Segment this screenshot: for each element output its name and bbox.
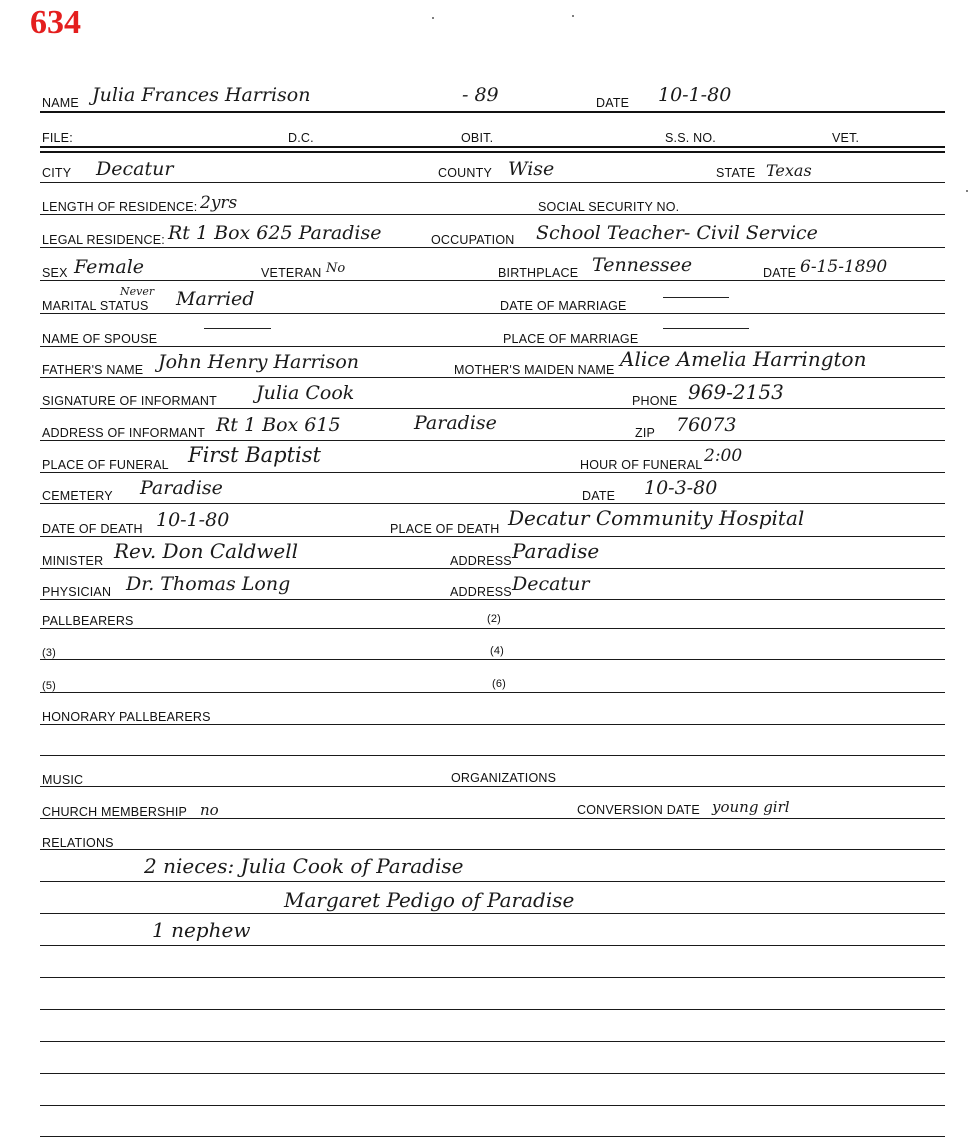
- fathers-name-value: John Henry Harrison: [158, 351, 360, 373]
- length-of-residence-label: LENGTH OF RESIDENCE:: [42, 200, 198, 214]
- rule: [40, 1073, 945, 1074]
- physician-address-value: Decatur: [512, 573, 590, 595]
- occupation-label: OCCUPATION: [431, 233, 515, 247]
- rule: [40, 503, 945, 504]
- ss-no-label: S.S. NO.: [665, 131, 716, 145]
- rule: [40, 599, 945, 600]
- rule: [40, 849, 945, 850]
- minister-address-label: ADDRESS: [450, 554, 512, 568]
- pallbearer-5-label: (5): [42, 680, 57, 692]
- veteran-value: No: [326, 261, 346, 276]
- church-membership-value: no: [200, 801, 219, 819]
- cemetery-label: CEMETERY: [42, 489, 113, 503]
- hour-of-funeral-label: HOUR OF FUNERAL: [580, 458, 703, 472]
- speck: [572, 15, 574, 17]
- signature-of-informant-label: SIGNATURE OF INFORMANT: [42, 394, 217, 408]
- rule: [40, 440, 945, 441]
- place-of-death-value: Decatur Community Hospital: [508, 506, 805, 530]
- rule: [40, 1136, 945, 1137]
- rule: [40, 786, 945, 787]
- pallbearer-3-label: (3): [42, 647, 57, 659]
- rule: [40, 182, 945, 183]
- marital-status-value: Married: [176, 288, 255, 310]
- place-of-death-label: PLACE OF DEATH: [390, 522, 500, 536]
- mothers-maiden-name-label: MOTHER'S MAIDEN NAME: [454, 363, 615, 377]
- state-label: STATE: [716, 166, 756, 180]
- minister-address-value: Paradise: [512, 539, 600, 563]
- date-value: 10-1-80: [658, 84, 732, 106]
- birthplace-label: BIRTHPLACE: [498, 266, 579, 280]
- phone-label: PHONE: [632, 394, 678, 408]
- zip-value: 76073: [676, 414, 737, 436]
- rule: [40, 945, 945, 946]
- physician-label: PHYSICIAN: [42, 585, 112, 599]
- cemetery-value: Paradise: [140, 477, 223, 499]
- legal-residence-value: Rt 1 Box 625 Paradise: [168, 222, 382, 244]
- conversion-date-value: young girl: [712, 798, 790, 816]
- rule: [40, 536, 945, 537]
- sex-value: Female: [74, 256, 145, 278]
- rule: [40, 111, 945, 113]
- rule: [40, 724, 945, 725]
- relations-line-1: 2 nieces: Julia Cook of Paradise: [144, 854, 464, 878]
- rule: [40, 1009, 945, 1010]
- rule: [40, 313, 945, 314]
- occupation-value: School Teacher- Civil Service: [536, 222, 818, 244]
- birthplace-value: Tennessee: [592, 254, 693, 276]
- cemetery-date-label: DATE: [582, 489, 616, 503]
- state-value: Texas: [766, 161, 812, 180]
- obit-label: OBIT.: [461, 131, 494, 145]
- rule: [40, 913, 945, 914]
- name-of-spouse-label: NAME OF SPOUSE: [42, 332, 158, 346]
- name-label: NAME: [42, 96, 79, 110]
- church-membership-label: CHURCH MEMBERSHIP: [42, 805, 188, 819]
- address-of-informant-label: ADDRESS OF INFORMANT: [42, 426, 206, 440]
- rule: [40, 472, 945, 473]
- rule: [40, 151, 945, 153]
- rule: [40, 377, 945, 378]
- page-number: 634: [30, 4, 81, 41]
- music-label: MUSIC: [42, 773, 84, 787]
- date-of-death-value: 10-1-80: [156, 509, 230, 531]
- address-of-informant-value-a: Rt 1 Box 615: [216, 414, 341, 436]
- mothers-maiden-name-value: Alice Amelia Harrington: [620, 347, 867, 371]
- date-label: DATE: [596, 96, 630, 110]
- file-label: FILE:: [42, 131, 73, 145]
- place-of-funeral-value: First Baptist: [188, 443, 321, 467]
- minister-label: MINISTER: [42, 554, 104, 568]
- zip-label: ZIP: [635, 426, 656, 440]
- speck: [432, 17, 434, 19]
- pallbearers-label: PALLBEARERS: [42, 614, 134, 628]
- rule: [40, 1041, 945, 1042]
- rule: [40, 247, 945, 248]
- marital-status-note: Never: [120, 285, 155, 298]
- pallbearer-6-label: (6): [492, 678, 507, 690]
- name-value: Julia Frances Harrison: [92, 84, 311, 106]
- rule: [40, 146, 945, 148]
- social-security-no-label: SOCIAL SECURITY NO.: [538, 200, 680, 214]
- rule: [40, 408, 945, 409]
- city-value: Decatur: [96, 158, 174, 180]
- rule: [40, 977, 945, 978]
- place-of-marriage-label: PLACE OF MARRIAGE: [503, 332, 639, 346]
- city-label: CITY: [42, 166, 72, 180]
- rule: [40, 692, 945, 693]
- marital-status-label: MARITAL STATUS: [42, 299, 149, 313]
- relations-label: RELATIONS: [42, 836, 114, 850]
- cemetery-date-value: 10-3-80: [644, 477, 718, 499]
- conversion-date-label: CONVERSION DATE: [577, 803, 700, 817]
- minister-value: Rev. Don Caldwell: [114, 539, 299, 563]
- birth-date-value: 6-15-1890: [800, 257, 888, 277]
- physician-address-label: ADDRESS: [450, 585, 512, 599]
- rule: [40, 628, 945, 629]
- honorary-pallbearers-label: HONORARY PALLBEARERS: [42, 710, 211, 724]
- blank-dash: [663, 297, 729, 298]
- legal-residence-label: LEGAL RESIDENCE:: [42, 233, 165, 247]
- relations-line-3: 1 nephew: [152, 918, 251, 942]
- rule: [40, 568, 945, 569]
- relations-line-2: Margaret Pedigo of Paradise: [284, 888, 575, 912]
- rule: [40, 881, 945, 882]
- county-value: Wise: [508, 158, 555, 180]
- blank-dash: [204, 328, 271, 329]
- pallbearer-2-label: (2): [487, 613, 502, 625]
- pallbearer-4-label: (4): [490, 645, 505, 657]
- rule: [40, 659, 945, 660]
- rule: [40, 818, 945, 819]
- length-of-residence-value: 2yrs: [200, 193, 238, 213]
- place-of-funeral-label: PLACE OF FUNERAL: [42, 458, 169, 472]
- rule: [40, 280, 945, 281]
- speck: [966, 190, 968, 192]
- rule: [40, 1105, 945, 1106]
- address-of-informant-value-b: Paradise: [414, 412, 497, 434]
- sex-label: SEX: [42, 266, 68, 280]
- phone-value: 969-2153: [688, 380, 784, 404]
- birth-date-label: DATE: [763, 266, 797, 280]
- signature-of-informant-value: Julia Cook: [256, 382, 355, 404]
- hour-of-funeral-value: 2:00: [704, 446, 743, 466]
- physician-value: Dr. Thomas Long: [126, 573, 291, 595]
- rule: [40, 214, 945, 215]
- rule: [40, 755, 945, 756]
- county-label: COUNTY: [438, 166, 492, 180]
- fathers-name-label: FATHER'S NAME: [42, 363, 144, 377]
- date-of-death-label: DATE OF DEATH: [42, 522, 143, 536]
- blank-dash: [663, 328, 749, 329]
- organizations-label: ORGANIZATIONS: [451, 771, 557, 785]
- vet-label: VET.: [832, 131, 860, 145]
- veteran-label: VETERAN: [261, 266, 322, 280]
- age-value: - 89: [462, 84, 499, 106]
- date-of-marriage-label: DATE OF MARRIAGE: [500, 299, 627, 313]
- dc-label: D.C.: [288, 131, 314, 145]
